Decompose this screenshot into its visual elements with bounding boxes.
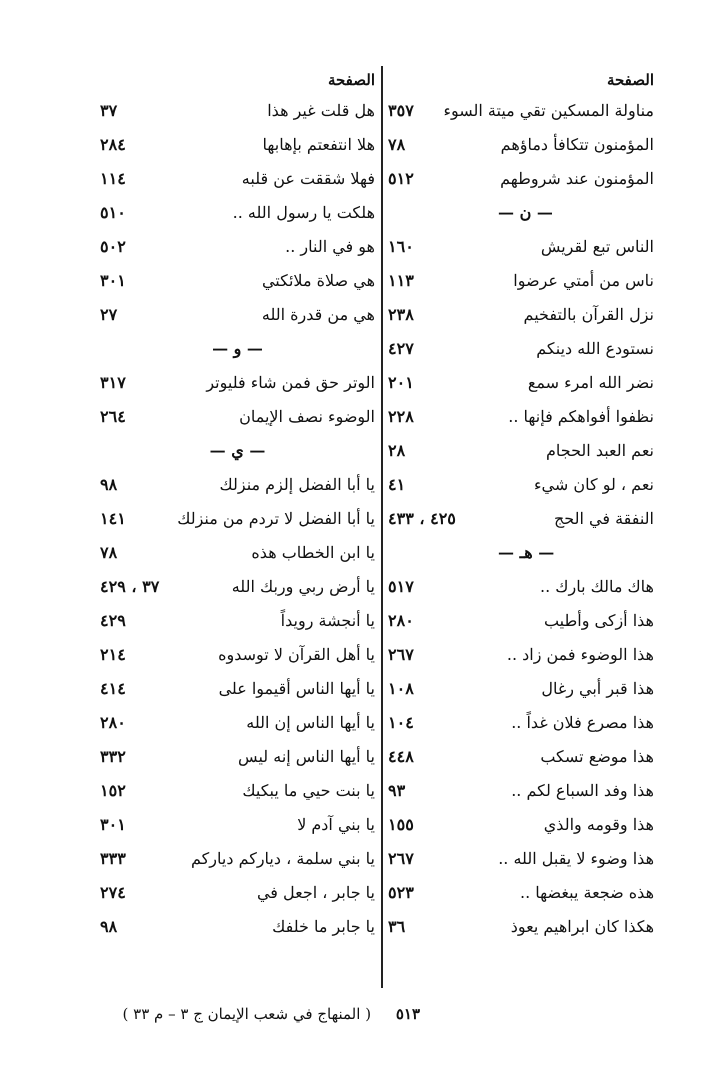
entry-text: هاك مالك بارك .. xyxy=(540,577,654,596)
entry-page: ١٥٥ xyxy=(388,815,414,834)
entry-text: مناولة المسكين تقي ميتة السوء xyxy=(443,101,654,120)
entry-page: ٣٧ ، ٤٢٩ xyxy=(100,577,160,596)
index-entry xyxy=(388,230,654,264)
index-entry xyxy=(100,876,375,910)
entry-page: ٤١ xyxy=(388,475,406,494)
entry-text: هذه ضجعة يبغضها .. xyxy=(520,883,654,902)
entry-page: ٥١٢ xyxy=(388,169,414,188)
entry-page: ٢٨٠ xyxy=(100,713,126,732)
entry-text: الوتر حق فمن شاء فليوتر xyxy=(206,373,375,392)
entry-page: ١٦٠ xyxy=(388,237,414,256)
entry-text: يا ابن الخطاب هذه xyxy=(251,543,375,562)
entry-page: ٩٨ xyxy=(100,917,118,936)
entry-text: يا بني سلمة ، دياركم دياركم xyxy=(191,849,375,868)
index-entry xyxy=(388,876,654,910)
index-entry xyxy=(388,672,654,706)
entry-page: ٤٤٨ xyxy=(388,747,414,766)
index-entry xyxy=(388,570,654,604)
index-entry xyxy=(388,774,654,808)
entry-text: المؤمنون تتكافأ دماؤهم xyxy=(500,135,654,154)
entry-text: هكذا كان ابراهيم يعوذ xyxy=(510,917,654,936)
entry-page: ٥٠٢ xyxy=(100,237,126,256)
entry-text: هذا وفد السباع لكم .. xyxy=(511,781,654,800)
index-entry xyxy=(100,468,375,502)
page-footer xyxy=(100,1000,420,1028)
index-entry xyxy=(100,162,375,196)
index-entry xyxy=(388,434,654,468)
index-entry xyxy=(388,298,654,332)
right-column xyxy=(388,66,654,944)
entry-text: هلكت يا رسول الله .. xyxy=(232,203,375,222)
entry-text: يا بنت حيي ما يبكيك xyxy=(242,781,375,800)
entry-text: نضر الله امرء سمع xyxy=(527,373,654,392)
index-entry xyxy=(388,468,654,502)
index-entry xyxy=(100,230,375,264)
entry-text: يا جابر ما خلفك xyxy=(272,917,375,936)
entry-text: نزل القرآن بالتفخيم xyxy=(523,305,654,324)
index-entry xyxy=(100,706,375,740)
entry-text: هي صلاة ملائكتي xyxy=(261,271,375,290)
index-entry xyxy=(100,638,375,672)
entry-text: هذا وقومه والذي xyxy=(543,815,654,834)
entry-text: يا أيها الناس إن الله xyxy=(246,713,375,732)
index-entry xyxy=(100,570,375,604)
entry-text: فهلا شققت عن قلبه xyxy=(241,169,375,188)
entry-text: يا أرض ربي وربك الله xyxy=(231,577,375,596)
entry-text: الوضوء نصف الإيمان xyxy=(239,407,375,426)
index-entry xyxy=(388,706,654,740)
right-column-rows xyxy=(388,94,654,944)
entry-page: ٣٠١ xyxy=(100,815,126,834)
column-divider xyxy=(381,66,383,988)
left-column xyxy=(100,66,375,944)
right-column-header: الصفحة xyxy=(606,71,654,89)
entry-text: هذا قبر أبي رغال xyxy=(541,679,654,698)
section-letter: — و — xyxy=(212,339,263,358)
entry-page: ٢٣٨ xyxy=(388,305,414,324)
index-entry xyxy=(388,502,654,536)
entry-page: ٢٦٤ xyxy=(100,407,126,426)
index-entry xyxy=(388,332,654,366)
entry-page: ٤١٤ xyxy=(100,679,126,698)
section-letter: — هـ — xyxy=(498,543,555,562)
index-entry xyxy=(100,502,375,536)
entry-text: هذا الوضوء فمن زاد .. xyxy=(506,645,654,664)
index-entry xyxy=(100,196,375,230)
entry-page: ٢٢٨ xyxy=(388,407,414,426)
entry-text: يا أيها الناس أقيموا على xyxy=(218,679,375,698)
index-entry xyxy=(388,638,654,672)
index-entry xyxy=(388,400,654,434)
index-entry xyxy=(388,366,654,400)
section-letter: — ي — xyxy=(209,441,266,460)
index-entry xyxy=(388,808,654,842)
entry-text: يا جابر ، اجعل في xyxy=(256,883,375,902)
entry-page: ٤٢٩ xyxy=(100,611,126,630)
index-entry xyxy=(100,298,375,332)
entry-text: نستودع الله دينكم xyxy=(536,339,654,358)
section-heading xyxy=(100,434,375,468)
entry-text: يا أبا الفضل لا تردم من منزلك xyxy=(177,509,375,528)
index-entry xyxy=(100,94,375,128)
entry-page: ٣٦ xyxy=(388,917,406,936)
entry-text: يا أنجشة رويداً xyxy=(280,611,375,630)
index-entry xyxy=(388,910,654,944)
entry-page: ٢٦٧ xyxy=(388,645,414,664)
entry-page: ٢١٤ xyxy=(100,645,126,664)
entry-text: هلا انتفعتم بإهابها xyxy=(262,135,375,154)
index-entry xyxy=(388,740,654,774)
page-number: ٥١٣ xyxy=(395,1005,420,1023)
entry-page: ٥١٧ xyxy=(388,577,414,596)
entry-page: ٢٨٤ xyxy=(100,135,126,154)
entry-page: ١٠٨ xyxy=(388,679,414,698)
index-entry xyxy=(100,740,375,774)
entry-text: هي من قدرة الله xyxy=(261,305,375,324)
entry-page: ٧٨ xyxy=(100,543,118,562)
entry-text: هو في النار .. xyxy=(285,237,375,256)
entry-text: المؤمنون عند شروطهم xyxy=(500,169,654,188)
entry-page: ٢٨٠ xyxy=(388,611,414,630)
entry-page: ٣١٧ xyxy=(100,373,126,392)
entry-text: الناس تبع لقريش xyxy=(540,237,654,256)
left-column-header: الصفحة xyxy=(327,71,375,89)
entry-page: ٣٥٧ xyxy=(388,101,414,120)
index-entry xyxy=(100,366,375,400)
entry-page: ٢٨ xyxy=(388,441,406,460)
index-entry xyxy=(100,672,375,706)
section-heading xyxy=(388,196,654,230)
entry-page: ٢٧٤ xyxy=(100,883,126,902)
index-entry xyxy=(100,536,375,570)
index-entry xyxy=(100,842,375,876)
entry-page: ٥٢٣ xyxy=(388,883,414,902)
index-entry xyxy=(100,264,375,298)
section-letter: — ن — xyxy=(498,203,553,222)
entry-page: ٧٨ xyxy=(388,135,406,154)
entry-page: ١٤١ xyxy=(100,509,126,528)
index-entry xyxy=(388,264,654,298)
index-entry xyxy=(388,128,654,162)
index-entry xyxy=(388,842,654,876)
entry-page: ٣٣٢ xyxy=(100,747,126,766)
index-entry xyxy=(100,400,375,434)
index-entry xyxy=(388,162,654,196)
index-entry xyxy=(100,128,375,162)
entry-text: النفقة في الحج xyxy=(553,509,654,528)
entry-text: ناس من أمتي عرضوا xyxy=(513,271,654,290)
entry-text: يا أبا الفضل إلزم منزلك xyxy=(219,475,375,494)
index-entry xyxy=(100,808,375,842)
entry-page: ١١٣ xyxy=(388,271,414,290)
section-heading xyxy=(100,332,375,366)
entry-text: يا أيها الناس إنه ليس xyxy=(238,747,375,766)
entry-text: هذا أزكى وأطيب xyxy=(543,611,654,630)
index-entry xyxy=(388,604,654,638)
footer-note: ( المنهاج في شعب الإيمان ج ٣ – م ٣٣ ) xyxy=(122,1005,372,1023)
entry-page: ٢٦٧ xyxy=(388,849,414,868)
entry-page: ٥١٠ xyxy=(100,203,126,222)
index-entry xyxy=(100,774,375,808)
entry-text: يا بني آدم لا xyxy=(297,815,375,834)
entry-page: ٢٠١ xyxy=(388,373,414,392)
entry-text: هذا موضع تسكب xyxy=(540,747,654,766)
entry-text: نعم ، لو كان شيء xyxy=(534,475,654,494)
entry-text: هذا وضوء لا يقبل الله .. xyxy=(498,849,654,868)
entry-page: ٣٧ xyxy=(100,101,118,120)
entry-page: ٣٣٣ xyxy=(100,849,126,868)
section-heading xyxy=(388,536,654,570)
entry-page: ٩٨ xyxy=(100,475,118,494)
entry-page: ١٥٢ xyxy=(100,781,126,800)
entry-page: ١٠٤ xyxy=(388,713,414,732)
entry-text: هذا مصرع فلان غداً .. xyxy=(511,713,654,732)
index-entry xyxy=(100,604,375,638)
entry-page: ٤٢٥ ، ٤٣٣ xyxy=(388,509,456,528)
entry-text: نظفوا أفواهكم فإنها .. xyxy=(508,407,654,426)
entry-text: هل قلت غير هذا xyxy=(267,101,375,120)
index-entry xyxy=(388,94,654,128)
entry-text: نعم العبد الحجام xyxy=(545,441,654,460)
entry-page: ٢٧ xyxy=(100,305,118,324)
entry-page: ٣٠١ xyxy=(100,271,126,290)
left-column-rows xyxy=(100,94,375,944)
entry-page: ٩٣ xyxy=(388,781,406,800)
entry-page: ٤٢٧ xyxy=(388,339,414,358)
entry-text: يا أهل القرآن لا توسدوه xyxy=(218,645,375,664)
index-entry xyxy=(100,910,375,944)
entry-page: ١١٤ xyxy=(100,169,126,188)
